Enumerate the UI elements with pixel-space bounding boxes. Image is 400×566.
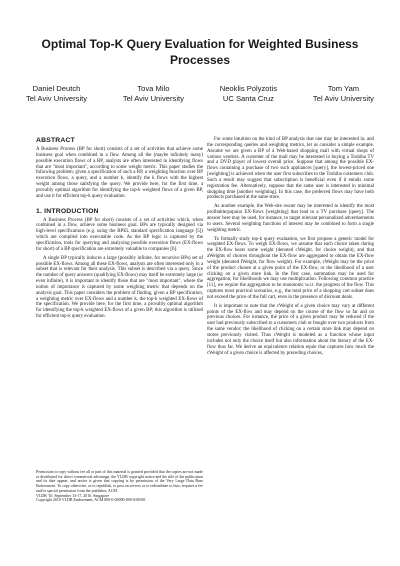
body-paragraph: It is important to note that the cWeight of a given choice may vary at different points of the EX-flow and may depend on the course of the flow so far and on previous choices. For instance, the price of a given product may be reduced if the user had previously subscribed to a customers club or bought over two products from the same vendor; the likelihood of clicking on a certain store link may depend on stores previously visited. Thus cWeight is modeled as a function whose input includes not only the choice itself but also information about the history of the EX-flow thus far. We derive an equivalence relation equie that captures how much the cWeight of a given choice is affected by preceding choices,: [207, 303, 374, 356]
author-block: [313, 84, 374, 103]
copyright-line: Copyright 2010 VLDB Endowment, ACM 000-0-00000-000-0/00/00.: [36, 497, 147, 503]
intro-paragraph: A single BP typically induces a large (possibly infinite, for recursive BPs) set of possible EX-flows. Among all these EX-flows, analysts are often interested only in a subset that is relevant for their analysis. This subset is described via a query. Since the number of query answers (qualifying EX-flows) may itself be extremely large (or even infinite), it is important to identify those that are "most important", where the notion of importance is captured by some weighing metric that depends on the analysis goal. This paper considers the problem of finding, given a BP specification, a weighting metric over EX-flows and a number k, the top-k weighted EX-flows of the specification. We provide here, for the first time, a provably optimal algorithm for identifying the top-k weighted EX-flows of a given BP; this algorithm is utilized for efficient top-k query evaluation.: [36, 255, 203, 320]
permission-notice: Permission to copy without fee all or part of this material is granted provided that the copies are not made or distributed for direct commercial advantage, the VLDB copyright notice and the title of the publication and its date appear, and notice is given that copying is by permission of the Very Large Data Base Endowment. To copy otherwise, or to republish, to post on servers or to redistribute to lists, requires a fee and/or special permission from the publisher, ACM.: [36, 469, 203, 493]
introduction-heading: 1. INTRODUCTION: [36, 207, 99, 215]
conference-line: VLDB '10, September 13-17, 2010, Singapore: [36, 492, 110, 498]
author-name: Neoklis Polyzotis: [219, 84, 278, 93]
right-column: [207, 137, 374, 359]
author-list: [26, 84, 374, 103]
paper-title: Optimal Top-K Query Evaluation for Weighted Business Processes: [41, 37, 359, 67]
author-affiliation: Tel Aviv University: [122, 93, 184, 103]
author-block: [26, 84, 87, 103]
author-block: [220, 84, 277, 103]
left-column: [36, 137, 203, 323]
copyright-footnote: [36, 470, 203, 503]
author-affiliation: UC Santa Cruz: [222, 93, 274, 103]
abstract-text: A Business Process (BP for short) consists of a set of activities that achieve some business goal when combined in a flow. Among all the (maybe infinitely many) possible execution flows of a BP, analysts are often interested in identifying flows that are "most important", according to some weight metric. This paper studies the following problem: given a specification of such a BP, a weighting function over BP execution flows, a query, and a number k, identify the k flows with the highest weight among those satisfying the query. We provide here, for the first time, a provably optimal algorithm for identifying the top-k weighted flows of a given BP, and use it for efficient top-k query evaluation.: [36, 147, 203, 199]
author-block: [123, 84, 184, 103]
author-affiliation: Tel Aviv University: [26, 93, 88, 103]
author-name: Tova Milo: [137, 84, 170, 93]
author-name: Daniel Deutch: [32, 84, 81, 93]
author-affiliation: Tel Aviv University: [312, 93, 374, 103]
body-paragraph: As another example, the Web-site owner may be interested to identify the most profitable/popular EX-flows [weighting] that lead to a TV purchase [query]. The answer here may be used, for instance, to target relevant personalized advertisements to users. Several weighting functions of interest may be combined to form a single weighting metric.: [207, 204, 374, 233]
body-paragraph: To formally study top-k query evaluation, we first propose a generic model for weighted EX-flows. To weigh EX-flows, we assume that each choice taken during the EX-flow bears some weight (denoted cWeight, for choice weight), and that aWeights of choices throughout the EX-flow are aggregated to obtain the EX-flow weight (denoted fWeight, for flow weight). For example, cWeight may be the price of the product chosen at a given point of the EX-flow, or the likelihood of a user clicking on a given store link. In the first case, summation may be used for aggregation; for likelihoods we may use multiplication. Following common practice [11], we require the aggregation to be monotonic w.r.t. the progress of the flow. This captures most practical scenarios, e.g., the total price of a shopping cart subset does not exceed the price of the full cart, even in the presence of discount deals.: [207, 236, 374, 300]
intro-paragraph: A Business Process (BP for short) consists of a set of activities which, when combined in a flow, achieve some business goal. BPs are typically designed via high-level specifications (e.g. using the BPEL standard specification language [5]) which are compiled into executable code. As the BP logic is captured by the specification, tools for querying and analyzing possible execution flows (EX-flows for short) of a BP specification are extremely valuable to companies [6].: [36, 217, 203, 252]
abstract-heading: ABSTRACT: [36, 137, 75, 144]
author-name: Tom Yam: [327, 84, 360, 93]
body-paragraph: For some intuition on the kind of BP analysis that one may be interested in, and the corresponding queries and weighting metrics, let us consider a simple example. Assume we are given a BP of a Web-based shopping mall with virtual shops of various vendors. A customer of the mall may be interested in buying a Toshiba TV and a DVD player of lowest overall price. Suppose that among the possible EX-flows containing a purchase of two such appliances [query], the lowest-priced one [weighting] is achieved when the user first subscribes to the Toshiba customers club. Such a result may suggest that subscription is beneficial even if it entails some registration fee. Alternatively, suppose that the same user is interested in minimal shopping time [another weighting]. In this case, the preferred flows may have both products purchased at the same store.: [207, 137, 374, 201]
